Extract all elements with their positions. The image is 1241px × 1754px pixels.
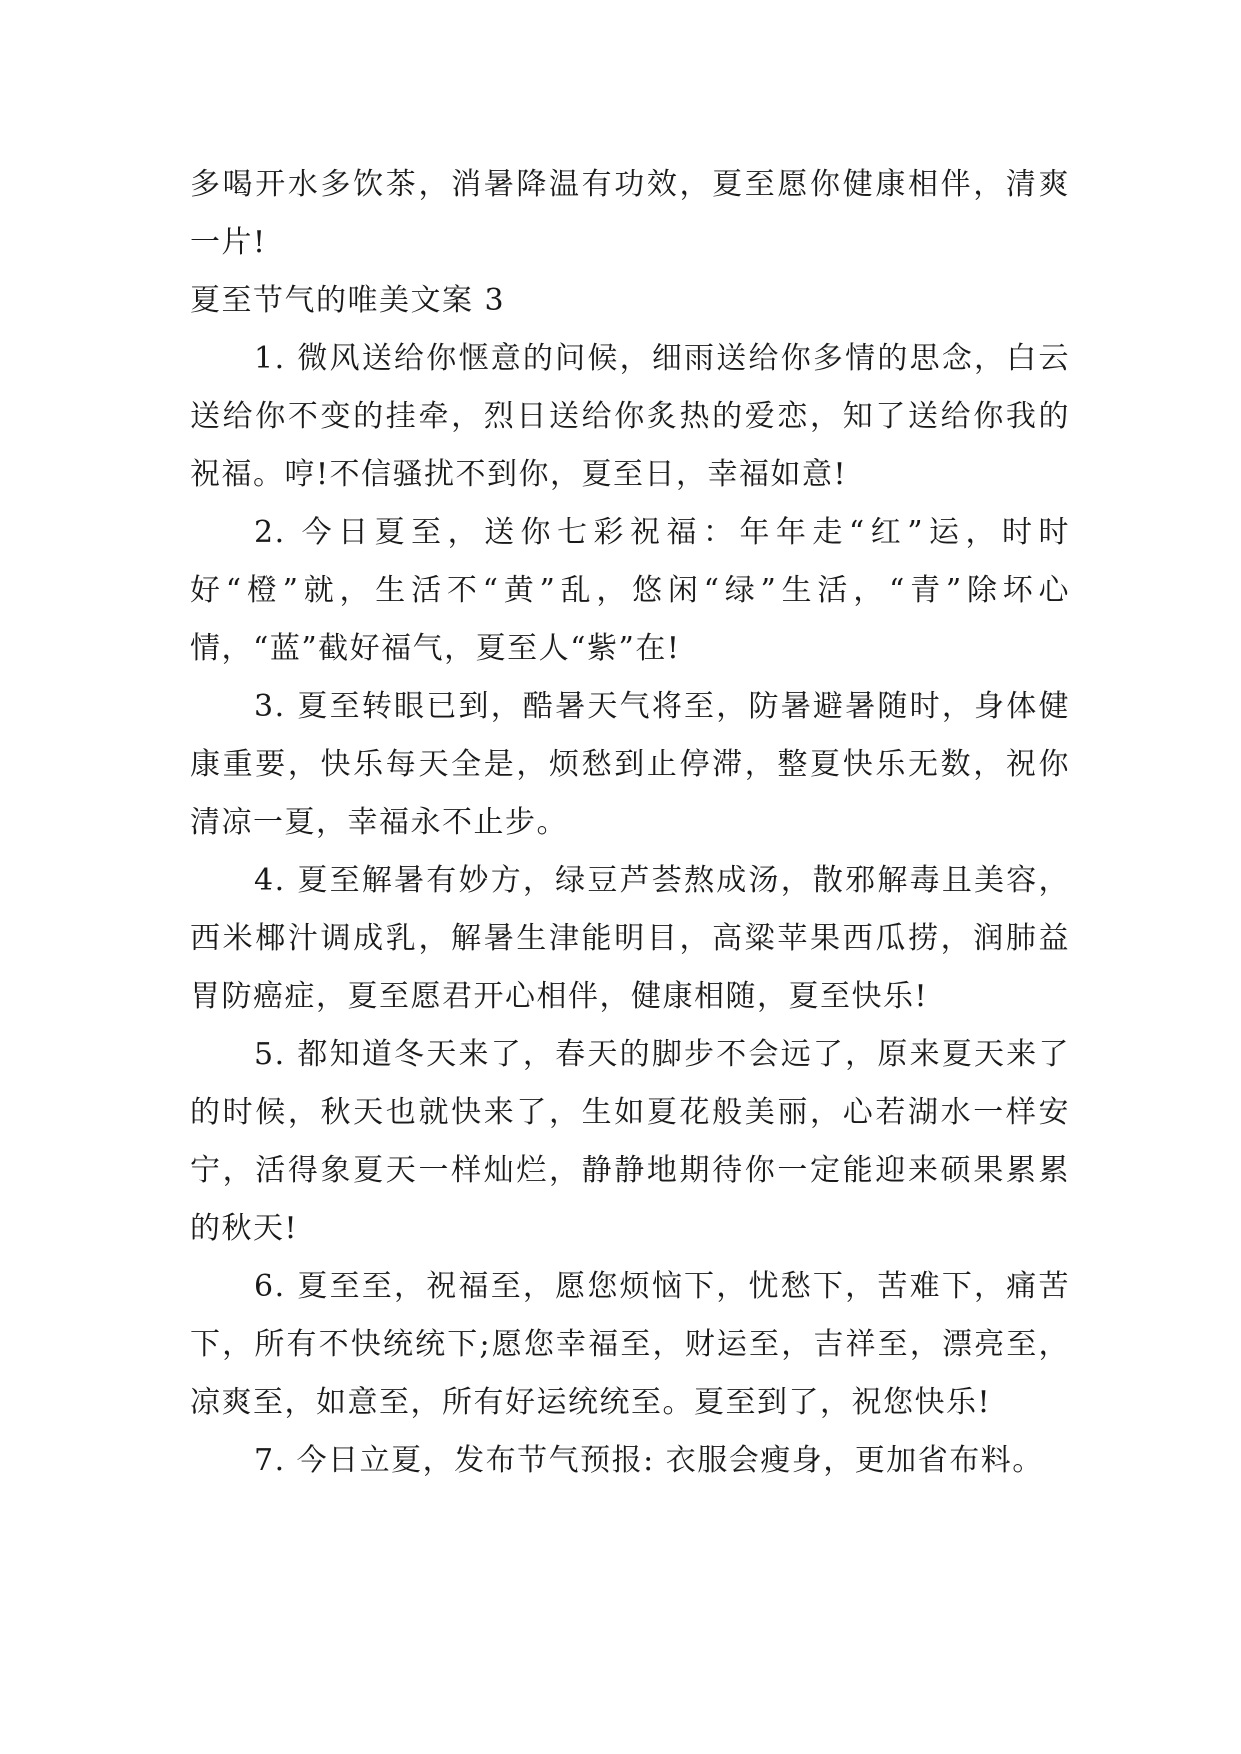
list-item: 7. 今日立夏，发布节气预报: 衣服会瘦身，更加省布料。	[254, 1443, 1044, 1478]
list-item: 1. 微风送给你惬意的问候，细雨送给你多情的思念，白云送给你不变的挂牵，烈日送给你炙热的爱恋，知了送给你我的祝福。哼!不信骚扰不到你，夏至日，幸福如意!	[190, 341, 1070, 492]
list-item: 3. 夏至转眼已到，酷暑天气将至，防暑避暑随时，身体健康重要，快乐每天全是，烦愁到止停滞，整夏快乐无数，祝你清凉一夏，幸福永不止步。	[190, 689, 1070, 840]
list-item: 2. 今日夏至，送你七彩祝福：年年走“红”运，时时好“橙”就，生活不“黄”乱，悠闲“绿”生活，“青”除坏心情，“蓝”截好福气，夏至人“紫”在!	[190, 515, 1070, 666]
list-item: 4. 夏至解暑有妙方，绿豆芦荟熬成汤，散邪解毒且美容，西米椰汁调成乳，解暑生津能明目，高粱苹果西瓜捞，润肺益胃防癌症，夏至愿君开心相伴，健康相随，夏至快乐!	[190, 863, 1070, 1014]
intro-paragraph: 多喝开水多饮茶，消暑降温有功效，夏至愿你健康相伴，清爽一片!	[190, 167, 1070, 260]
list-item: 6. 夏至至，祝福至，愿您烦恼下，忧愁下，苦难下，痛苦下，所有不快统统下;愿您幸福至，财运至，吉祥至，漂亮至，凉爽至，如意至，所有好运统统至。夏至到了，祝您快乐!	[190, 1269, 1070, 1420]
document-body	[190, 156, 1070, 1490]
list-item: 5. 都知道冬天来了，春天的脚步不会远了，原来夏天来了的时候，秋天也就快来了，生如夏花般美丽，心若湖水一样安宁，活得象夏天一样灿烂，静静地期待你一定能迎来硕果累累的秋天!	[190, 1037, 1070, 1246]
section-heading: 夏至节气的唯美文案 3	[190, 283, 506, 318]
